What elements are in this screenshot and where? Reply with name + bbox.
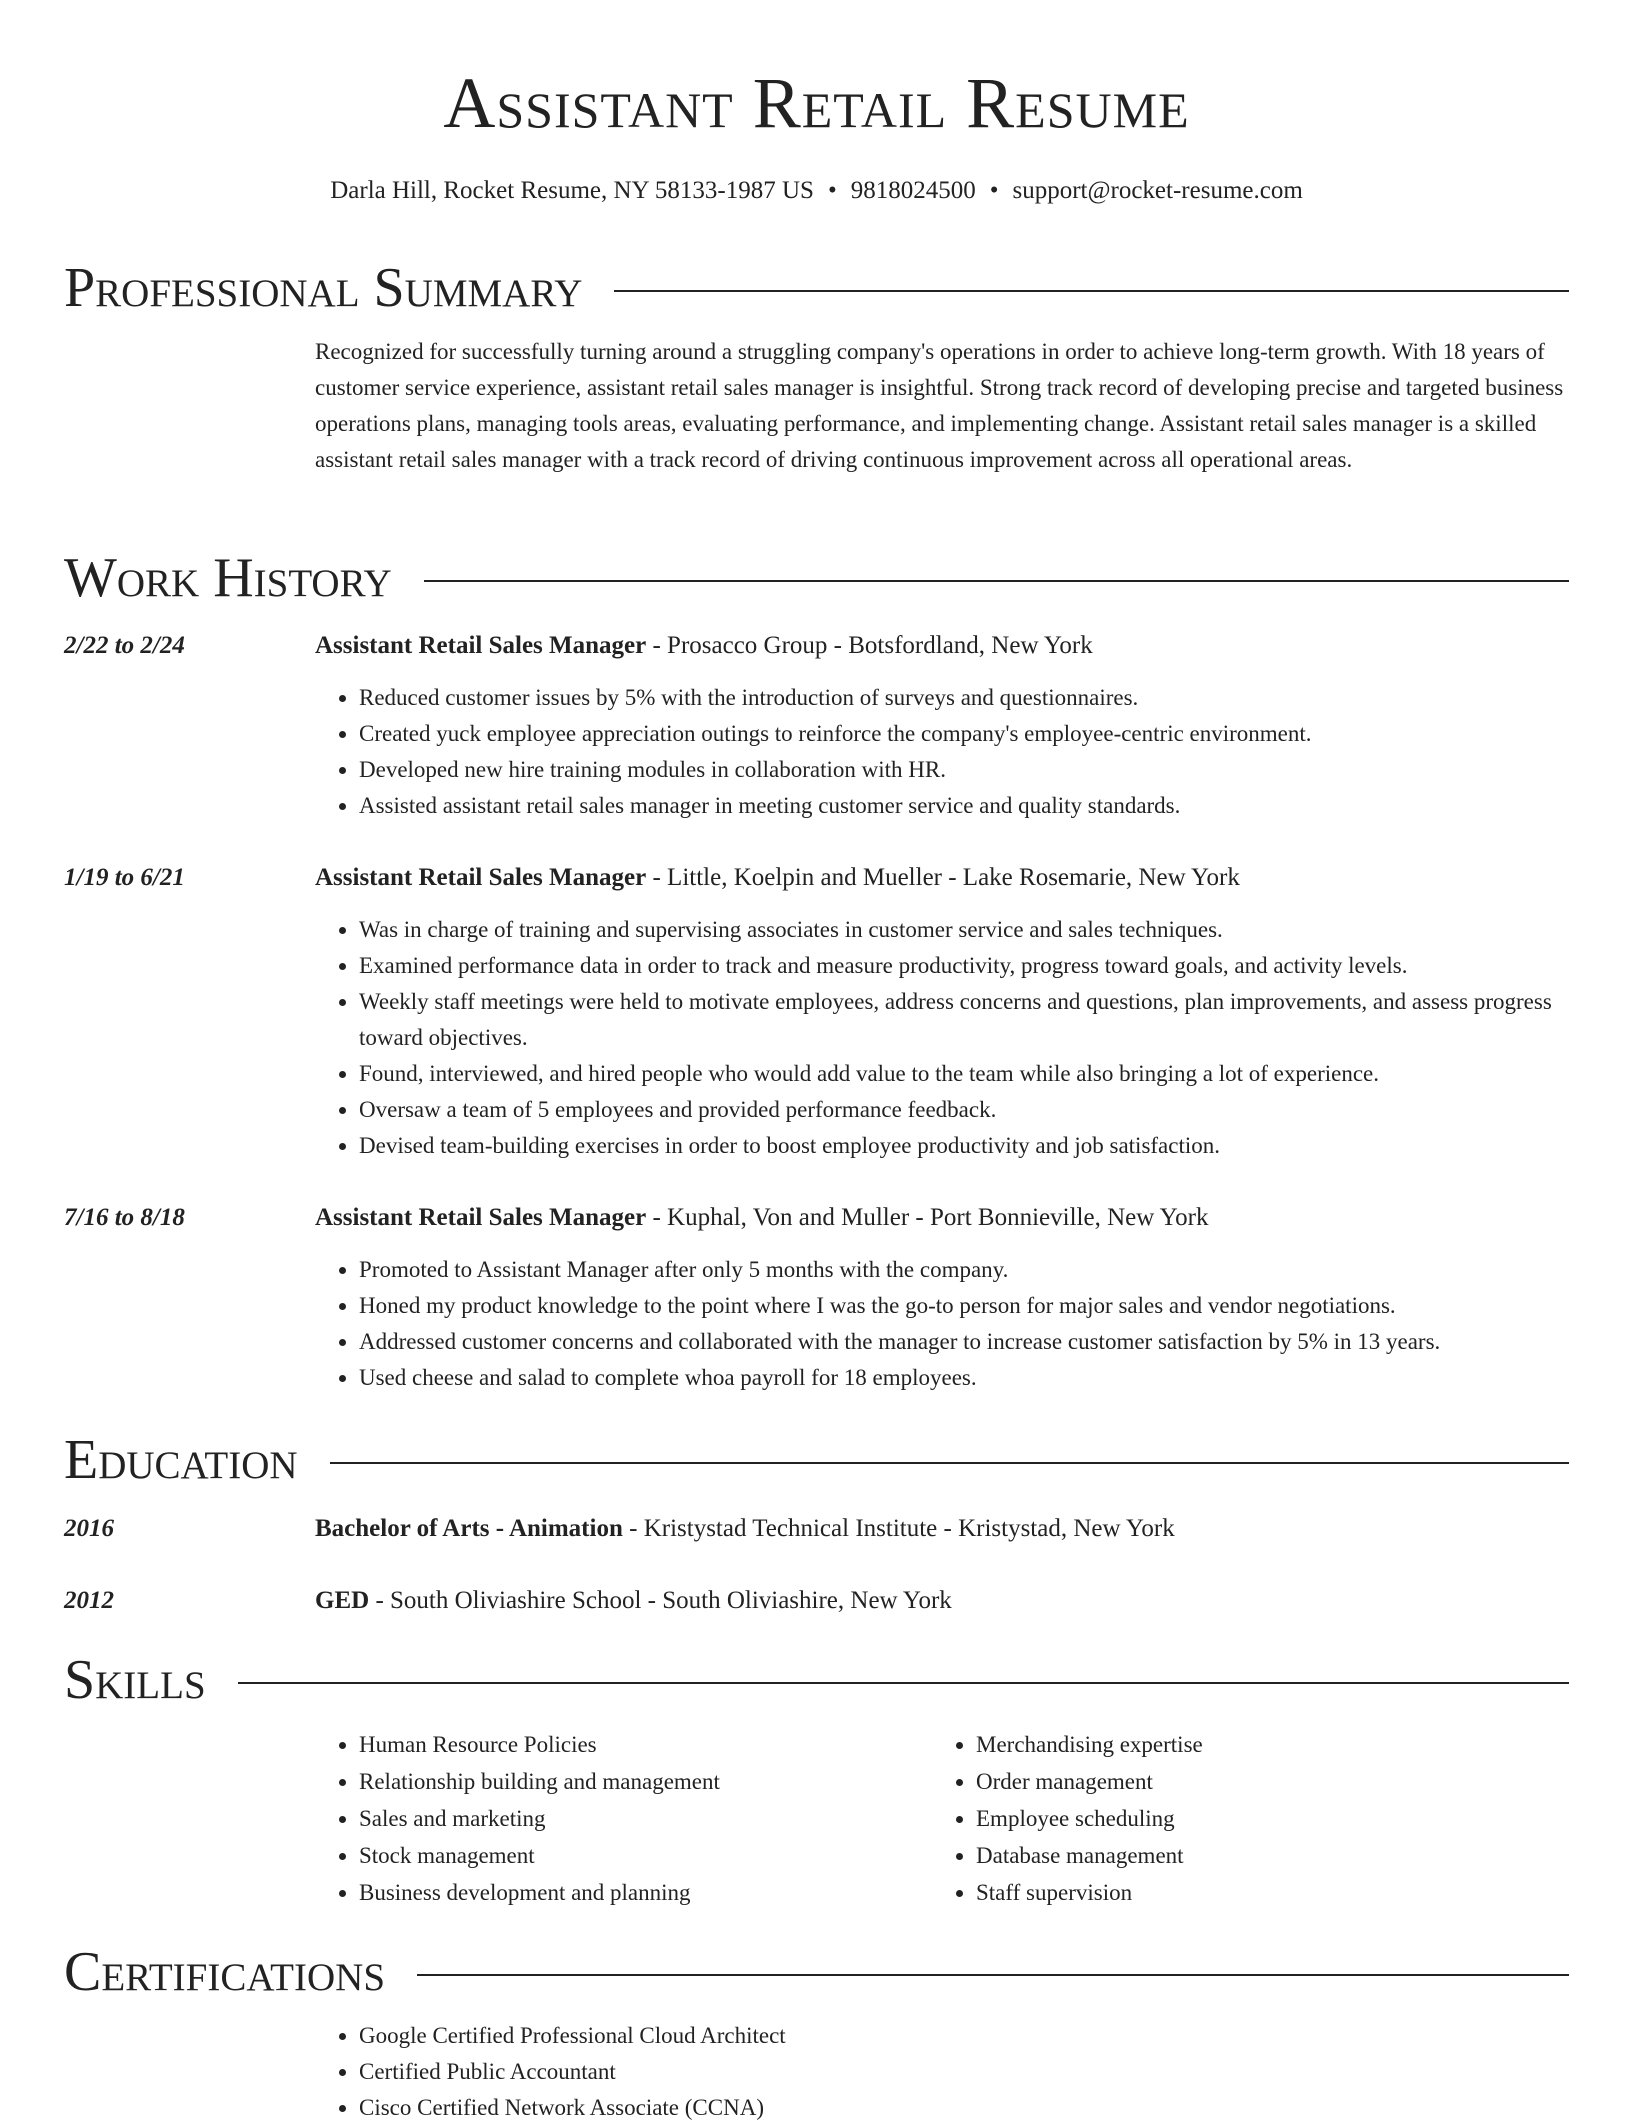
list-item: • Devised team-building exercises in order to boost employee productivity and job satisfaction. [359, 1128, 1569, 1164]
education-line [315, 1511, 1569, 1547]
summary-heading-row [64, 256, 1569, 320]
section-divider [424, 580, 1569, 582]
degree-name: Bachelor of Arts - Animation [315, 1515, 623, 1542]
list-item: • Reduced customer issues by 5% with the introduction of surveys and questionnaires. [359, 680, 1569, 716]
education-date: 2016 [64, 1515, 114, 1542]
section-divider [238, 1682, 1569, 1684]
summary-section [64, 256, 1569, 478]
list-item: • Stock management [359, 1837, 932, 1874]
job-title: Assistant Retail Sales Manager [315, 1204, 647, 1231]
work-heading-row [64, 546, 1569, 610]
list-item: • Google Certified Professional Cloud Architect [359, 2018, 1569, 2054]
job-employer: - Prosacco Group - Botsfordland, New York [646, 632, 1093, 659]
list-item: • Sales and marketing [359, 1800, 932, 1837]
list-item: • Used cheese and salad to complete whoa payroll for 18 employees. [359, 1360, 1569, 1396]
work-entry-date: 7/16 to 8/18 [64, 1204, 185, 1231]
list-item: • Was in charge of training and supervising associates in customer service and sales techniques. [359, 912, 1569, 948]
work-entry-bullets [315, 912, 1569, 1164]
contact-phone: 9818024500 [850, 177, 976, 204]
work-entry-date: 1/19 to 6/21 [64, 864, 185, 891]
list-item: • Honed my product knowledge to the point where I was the go-to person for major sales and vendor negotiations. [359, 1288, 1569, 1324]
skills-section [64, 1648, 1569, 1911]
job-title: Assistant Retail Sales Manager [315, 632, 647, 659]
education-line [315, 1583, 1569, 1619]
list-item: • Merchandising expertise [976, 1726, 1549, 1763]
summary-text: Recognized for successfully turning around a struggling company's operations in order to achieve long-term growth. With 18 years of customer service experience, assistant retail sales manager is insightful. Strong track record of developing precise and targeted business operations plans, managing tools areas, evaluating performance, and implementing change. Assistant retail sales manager is a skilled assistant retail sales manager with a track record of driving continuous improvement across all operational areas. [315, 339, 1564, 472]
education-entry [64, 1583, 1569, 1619]
summary-heading: Professional Summary [64, 257, 583, 319]
education-heading: Education [64, 1429, 298, 1491]
list-item: • Business development and planning [359, 1874, 932, 1911]
list-item: • Examined performance data in order to track and measure productivity, progress toward goals, and activity levels. [359, 948, 1569, 984]
certifications-heading: Certifications [64, 1941, 386, 2003]
education-entry [64, 1511, 1569, 1547]
resume-title: Assistant Retail Resume [443, 63, 1190, 143]
work-entry [64, 628, 1569, 824]
summary-body [315, 334, 1569, 478]
list-item: • Certified Public Accountant [359, 2054, 1569, 2090]
skills-list-right [932, 1726, 1549, 1911]
list-item: • Oversaw a team of 5 employees and provided performance feedback. [359, 1092, 1569, 1128]
school-name: - South Oliviashire School - South Oliviashire, New York [369, 1587, 952, 1614]
certifications-body [315, 2018, 1569, 2126]
degree-name: GED [315, 1587, 370, 1614]
education-heading-row [64, 1428, 1569, 1492]
section-divider [614, 290, 1569, 292]
list-item: • Promoted to Assistant Manager after only 5 months with the company. [359, 1252, 1569, 1288]
list-item: • Database management [976, 1837, 1549, 1874]
list-item: • Staff supervision [976, 1874, 1549, 1911]
work-entry [64, 1200, 1569, 1396]
list-item: • Addressed customer concerns and collaborated with the manager to increase customer satisfaction by 5% in 13 years. [359, 1324, 1569, 1360]
work-section [64, 546, 1569, 610]
list-item: • Employee scheduling [976, 1800, 1549, 1837]
work-heading: Work History [64, 547, 392, 609]
list-item: • Created yuck employee appreciation outings to reinforce the company's employee-centric environment. [359, 716, 1569, 752]
work-entry [64, 860, 1569, 1164]
contact-email[interactable]: support@rocket-resume.com [1012, 177, 1303, 204]
work-entry-bullets [315, 1252, 1569, 1396]
contact-separator: • [989, 177, 999, 204]
contact-address: Darla Hill, Rocket Resume, NY 58133-1987 US [330, 177, 814, 204]
list-item: • Human Resource Policies [359, 1726, 932, 1763]
work-entry-title-line [315, 860, 1569, 896]
job-employer: - Kuphal, Von and Muller - Port Bonnieville, New York [646, 1204, 1209, 1231]
section-divider [417, 1974, 1569, 1976]
skills-heading: Skills [64, 1649, 206, 1711]
certifications-heading-row [64, 1940, 1569, 2004]
skills-heading-row [64, 1648, 1569, 1712]
work-entry-bullets [315, 680, 1569, 824]
education-date: 2012 [64, 1587, 114, 1614]
list-item: • Relationship building and management [359, 1763, 932, 1800]
work-entry-title-line [315, 628, 1569, 664]
skills-body [315, 1726, 1569, 1911]
work-entry-title-line [315, 1200, 1569, 1236]
list-item: • Cisco Certified Network Associate (CCNA) [359, 2090, 1569, 2126]
education-section [64, 1428, 1569, 1492]
certifications-list [315, 2018, 1569, 2126]
contact-line [64, 174, 1569, 208]
list-item: • Order management [976, 1763, 1549, 1800]
list-item: • Assisted assistant retail sales manager in meeting customer service and quality standards. [359, 788, 1569, 824]
list-item: • Developed new hire training modules in collaboration with HR. [359, 752, 1569, 788]
section-divider [330, 1462, 1569, 1464]
school-name: - Kristystad Technical Institute - Kristystad, New York [622, 1515, 1175, 1542]
list-item: • Weekly staff meetings were held to motivate employees, address concerns and questions, plan improvements, and assess progress toward objectives. [359, 984, 1569, 1056]
skills-list-left [315, 1726, 932, 1911]
contact-separator: • [827, 177, 837, 204]
list-item: • Found, interviewed, and hired people who would add value to the team while also bringing a lot of experience. [359, 1056, 1569, 1092]
certifications-section [64, 1940, 1569, 2126]
skills-grid [315, 1726, 1569, 1911]
job-employer: - Little, Koelpin and Mueller - Lake Rosemarie, New York [646, 864, 1240, 891]
job-title: Assistant Retail Sales Manager [315, 864, 647, 891]
work-entry-date: 2/22 to 2/24 [64, 632, 185, 659]
